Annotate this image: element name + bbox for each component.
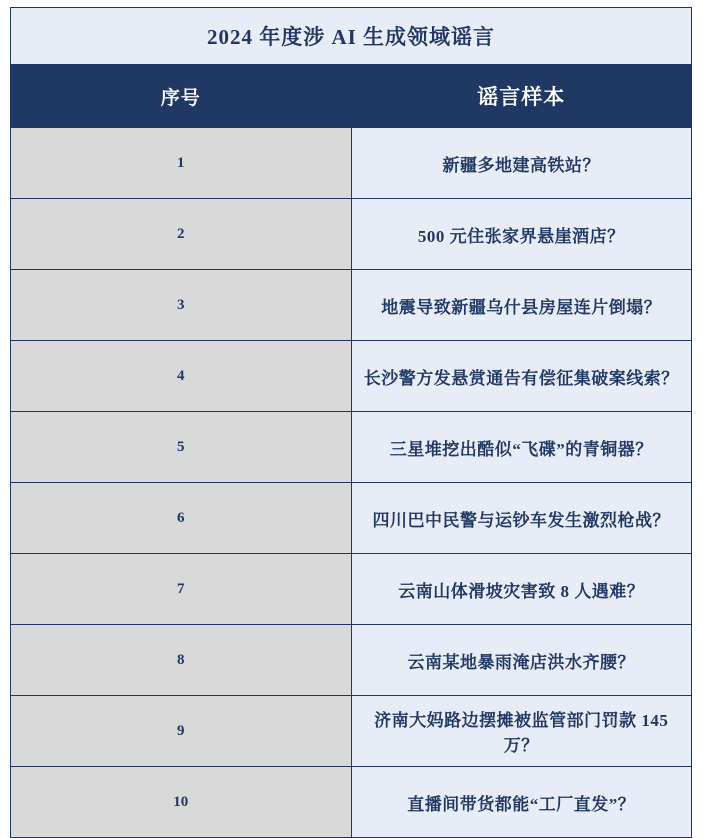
row-sample: 直播间带货都能“工厂直发”？ — [351, 767, 692, 838]
table-row — [11, 128, 692, 199]
row-index: 1 — [11, 128, 352, 199]
table-title: 2024 年度涉 AI 生成领域谣言 — [11, 8, 692, 65]
row-index: 8 — [11, 625, 352, 696]
table-row — [11, 270, 692, 341]
row-index: 7 — [11, 554, 352, 625]
row-index: 4 — [11, 341, 352, 412]
row-sample: 四川巴中民警与运钞车发生激烈枪战？ — [351, 483, 692, 554]
row-sample: 500 元住张家界悬崖酒店？ — [351, 199, 692, 270]
table-row — [11, 412, 692, 483]
row-index: 9 — [11, 696, 352, 767]
row-sample: 云南某地暴雨淹店洪水齐腰？ — [351, 625, 692, 696]
row-sample: 新疆多地建高铁站？ — [351, 128, 692, 199]
row-sample: 地震导致新疆乌什县房屋连片倒塌？ — [351, 270, 692, 341]
row-index: 5 — [11, 412, 352, 483]
table-row — [11, 483, 692, 554]
table-row — [11, 341, 692, 412]
table-row — [11, 554, 692, 625]
row-sample: 云南山体滑坡灾害致 8 人遇难？ — [351, 554, 692, 625]
row-sample: 三星堆挖出酷似“飞碟”的青铜器？ — [351, 412, 692, 483]
column-header-index: 序号 — [11, 65, 352, 128]
row-index: 6 — [11, 483, 352, 554]
table-row — [11, 199, 692, 270]
table-header-row — [11, 65, 692, 128]
row-index: 10 — [11, 767, 352, 838]
row-sample: 长沙警方发悬赏通告有偿征集破案线索？ — [351, 341, 692, 412]
row-sample: 济南大妈路边摆摊被监管部门罚款 145 万？ — [351, 696, 692, 767]
table-row — [11, 625, 692, 696]
row-index: 3 — [11, 270, 352, 341]
table-row — [11, 767, 692, 838]
column-header-sample: 谣言样本 — [351, 65, 692, 128]
table-body — [11, 8, 692, 838]
table-row — [11, 696, 692, 767]
rumor-table — [10, 7, 692, 838]
table-title-row — [11, 8, 692, 65]
row-index: 2 — [11, 199, 352, 270]
